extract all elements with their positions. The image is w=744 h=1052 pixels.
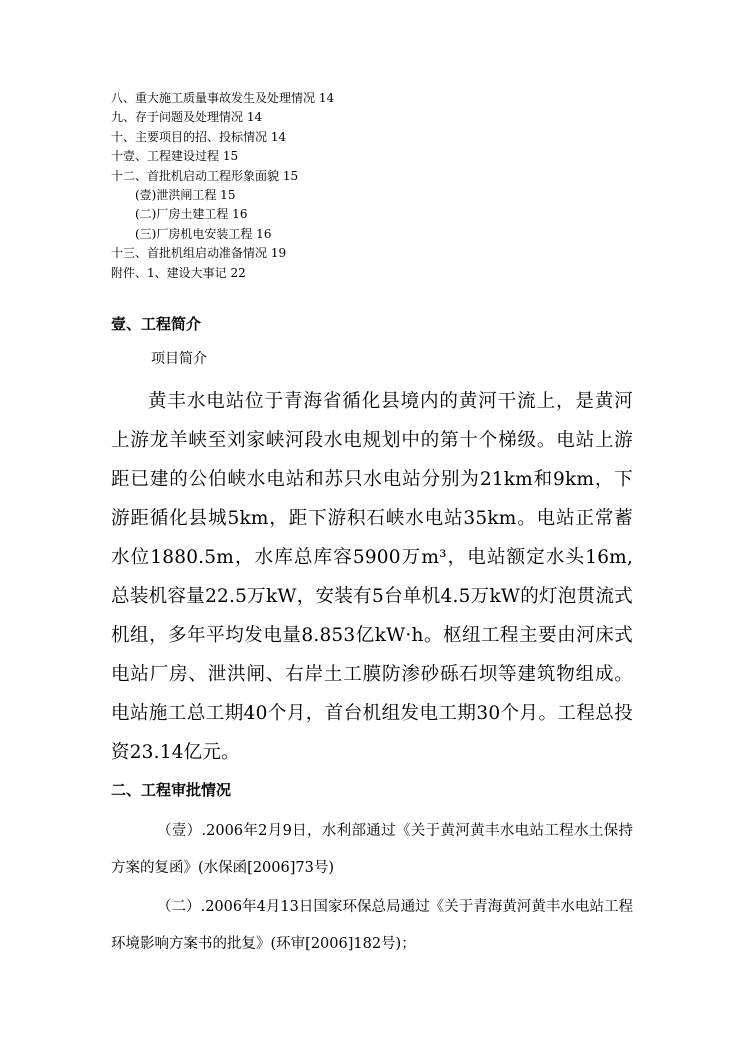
- approval-item: （二）.2006年4月13日国家环保总局通过《关于青海黄河黄丰水电站工程环境影响方案书的批复》(环审[2006]182号)；: [111, 899, 633, 952]
- toc-entry[interactable]: 十三、首批机组启动准备情况 19: [111, 246, 287, 261]
- approval-item: （壹）.2006年2月9日，水利部通过《关于黄河黄丰水电站工程水土保持方案的复函》(水保函[2006]73号): [111, 823, 633, 876]
- toc-entry[interactable]: 十二、首批机启动工程形象面貌 15: [111, 168, 299, 183]
- toc-subentry[interactable]: (三)厂房机电安装工程 16: [135, 226, 272, 241]
- overview-paragraph: 黄丰水电站位于青海省循化县境内的黄河干流上，是黄河上游龙羊峡至刘家峡河段水电规划中的第十个梯级。电站上游距已建的公伯峡水电站和苏只水电站分别为21km和9km，下游距循化县城5km，距下游积石峡水电站35km。电站正常蓄水位1880.5m，水库总库容5900万m³，电站额定水头16m,总装机容量22.5万kW，安装有5台单机4.5万kW的灯泡贯流式机组，多年平均发电量8.853亿kW·h。枢纽工程主要由河床式电站厂房、泄洪闸、右岸土工膜防渗砂砾石坝等建筑物组成。电站施工总工期40个月，首台机组发电工期30个月。工程总投资23.14亿元。: [111, 391, 633, 763]
- toc-entry[interactable]: 附件、1、建设大事记 22: [111, 265, 246, 280]
- toc-entry[interactable]: 十、主要项目的招、投标情况 14: [111, 129, 287, 144]
- toc-subentry[interactable]: (壹)泄洪闸工程 15: [135, 187, 236, 202]
- toc-subentry[interactable]: (二)厂房土建工程 16: [135, 207, 248, 222]
- table-of-contents: [111, 89, 671, 283]
- toc-entry[interactable]: 九、存于问题及处理情况 14: [111, 110, 263, 125]
- toc-entry[interactable]: 十壹、工程建设过程 15: [111, 149, 239, 164]
- subsection-title: 项目简介: [151, 351, 207, 367]
- toc-entry[interactable]: 八、重大施工质量事故发生及处理情况 14: [111, 91, 335, 105]
- section-heading-overview: 壹、工程简介: [111, 315, 202, 333]
- section-heading-approval: 二、工程审批情况: [111, 781, 232, 799]
